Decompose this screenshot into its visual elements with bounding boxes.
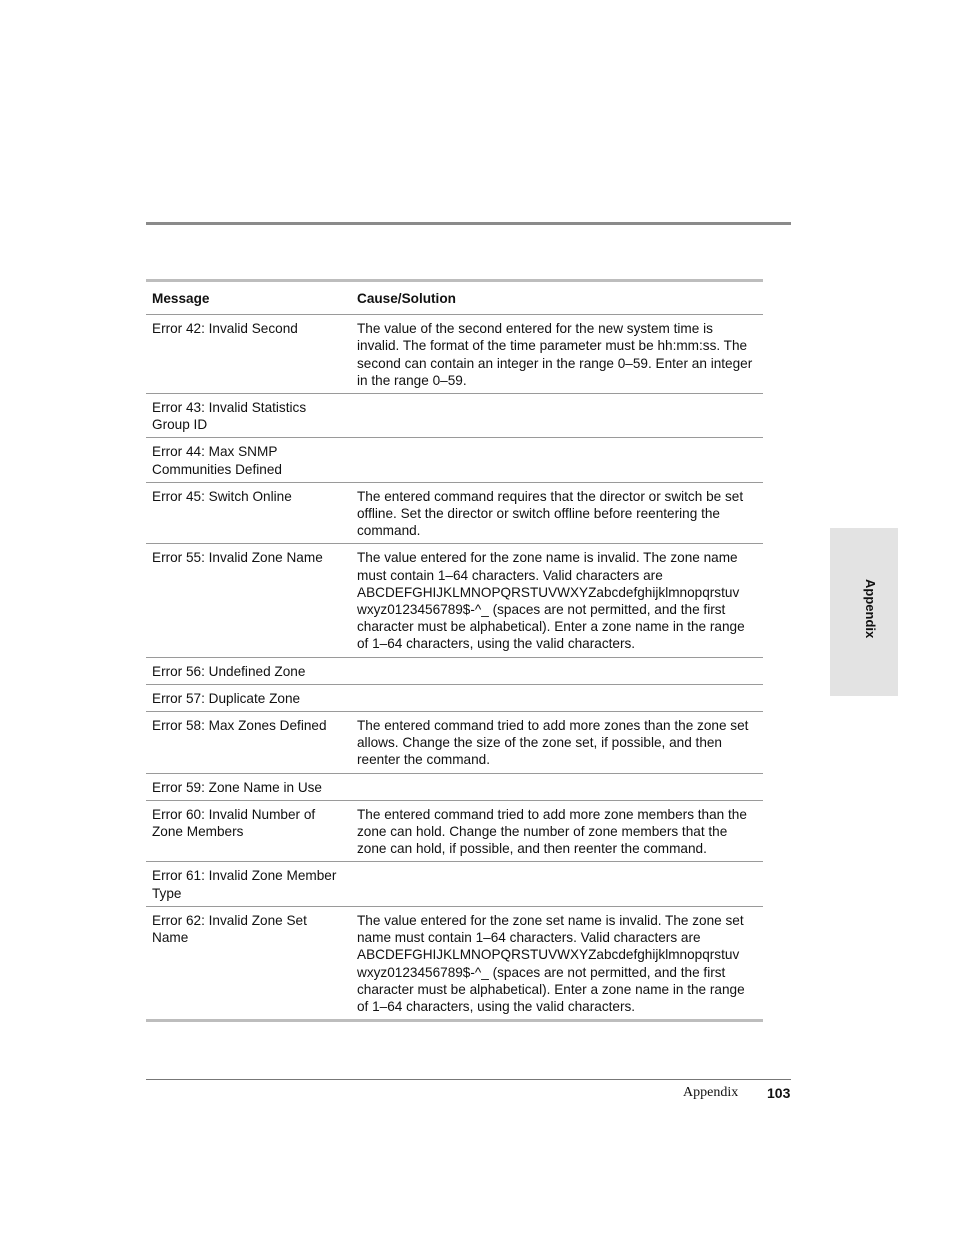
- table-row: [146, 712, 763, 774]
- error-table: [146, 279, 763, 1022]
- table-row: [146, 684, 763, 711]
- cause-solution-cell: [351, 684, 763, 711]
- error-message-cell: Error 44: Max SNMP Communities Defined: [146, 438, 351, 482]
- table-row: [146, 394, 763, 438]
- table-row: [146, 906, 763, 1019]
- cause-solution-cell: The entered command tried to add more zones than the zone set allows. Change the size of the zone set, if possible, and then reenter the command.: [351, 712, 763, 774]
- cause-solution-cell: [351, 773, 763, 800]
- table-row: [146, 482, 763, 544]
- column-header-message: Message: [146, 282, 351, 315]
- error-message-cell: Error 59: Zone Name in Use: [146, 773, 351, 800]
- cause-solution-cell: [351, 657, 763, 684]
- page-number: 103: [767, 1085, 791, 1101]
- error-message-cell: Error 42: Invalid Second: [146, 315, 351, 394]
- error-message-cell: Error 55: Invalid Zone Name: [146, 544, 351, 657]
- cause-solution-cell: [351, 862, 763, 906]
- cause-solution-cell: [351, 438, 763, 482]
- footer-rule: [146, 1079, 791, 1080]
- table-row: [146, 315, 763, 394]
- column-header-cause-solution: Cause/Solution: [351, 282, 763, 315]
- error-message-cell: Error 61: Invalid Zone Member Type: [146, 862, 351, 906]
- cause-solution-cell: [351, 394, 763, 438]
- error-message-cell: Error 60: Invalid Number of Zone Members: [146, 800, 351, 862]
- header-rule: [146, 222, 791, 225]
- cause-solution-cell: The value entered for the zone set name is invalid. The zone set name must contain 1–64 characters. Valid characters are ABCDEFGHIJKLMNOPQRSTUVWXYZabcdefghijklmnopqrstuv wxyz0123456789$-^_ (spaces are not permitted, and the first character must be alphabetical). Enter a zone name in the range of 1–64 characters, using the valid characters.: [357, 912, 745, 1014]
- table-row: [146, 438, 763, 482]
- table-row: [146, 657, 763, 684]
- footer-section-title: Appendix: [683, 1085, 739, 1100]
- side-tab-label: Appendix: [863, 579, 878, 639]
- error-message-cell: Error 57: Duplicate Zone: [146, 684, 351, 711]
- cause-solution-cell: The entered command requires that the director or switch be set offline. Set the director or switch offline before reentering the command.: [351, 482, 763, 544]
- cause-solution-cell: The entered command tried to add more zone members than the zone can hold. Change the number of zone members that the zone can hold, if possible, and then reenter the command.: [351, 800, 763, 862]
- error-message-cell: Error 62: Invalid Zone Set Name: [152, 912, 307, 946]
- table-row: [146, 544, 763, 657]
- table-row: [146, 773, 763, 800]
- table-row: [146, 800, 763, 862]
- cause-solution-cell: The value entered for the zone name is invalid. The zone name must contain 1–64 characters. Valid characters are ABCDEFGHIJKLMNOPQRSTUVWXYZabcdefghijklmnopqrstuv wxyz0123456789$-^_ (spaces are not permitted, and the first character must be alphabetical). Enter a zone name in the range of 1–64 characters, using the valid characters.: [351, 544, 763, 657]
- error-message-cell: Error 43: Invalid Statistics Group ID: [146, 394, 351, 438]
- table-bottom-rule: [146, 1019, 763, 1022]
- cause-solution-cell: The value of the second entered for the new system time is invalid. The format of the time parameter must be hh:mm:ss. The second can contain an integer in the range 0–59. Enter an integer in the range 0–59.: [351, 315, 763, 394]
- error-message-cell: Error 56: Undefined Zone: [146, 657, 351, 684]
- error-message-cell: Error 45: Switch Online: [146, 482, 351, 544]
- table-row: [146, 862, 763, 906]
- table-header-row: [146, 282, 763, 315]
- section-side-tab: [830, 528, 898, 696]
- error-message-cell: Error 58: Max Zones Defined: [146, 712, 351, 774]
